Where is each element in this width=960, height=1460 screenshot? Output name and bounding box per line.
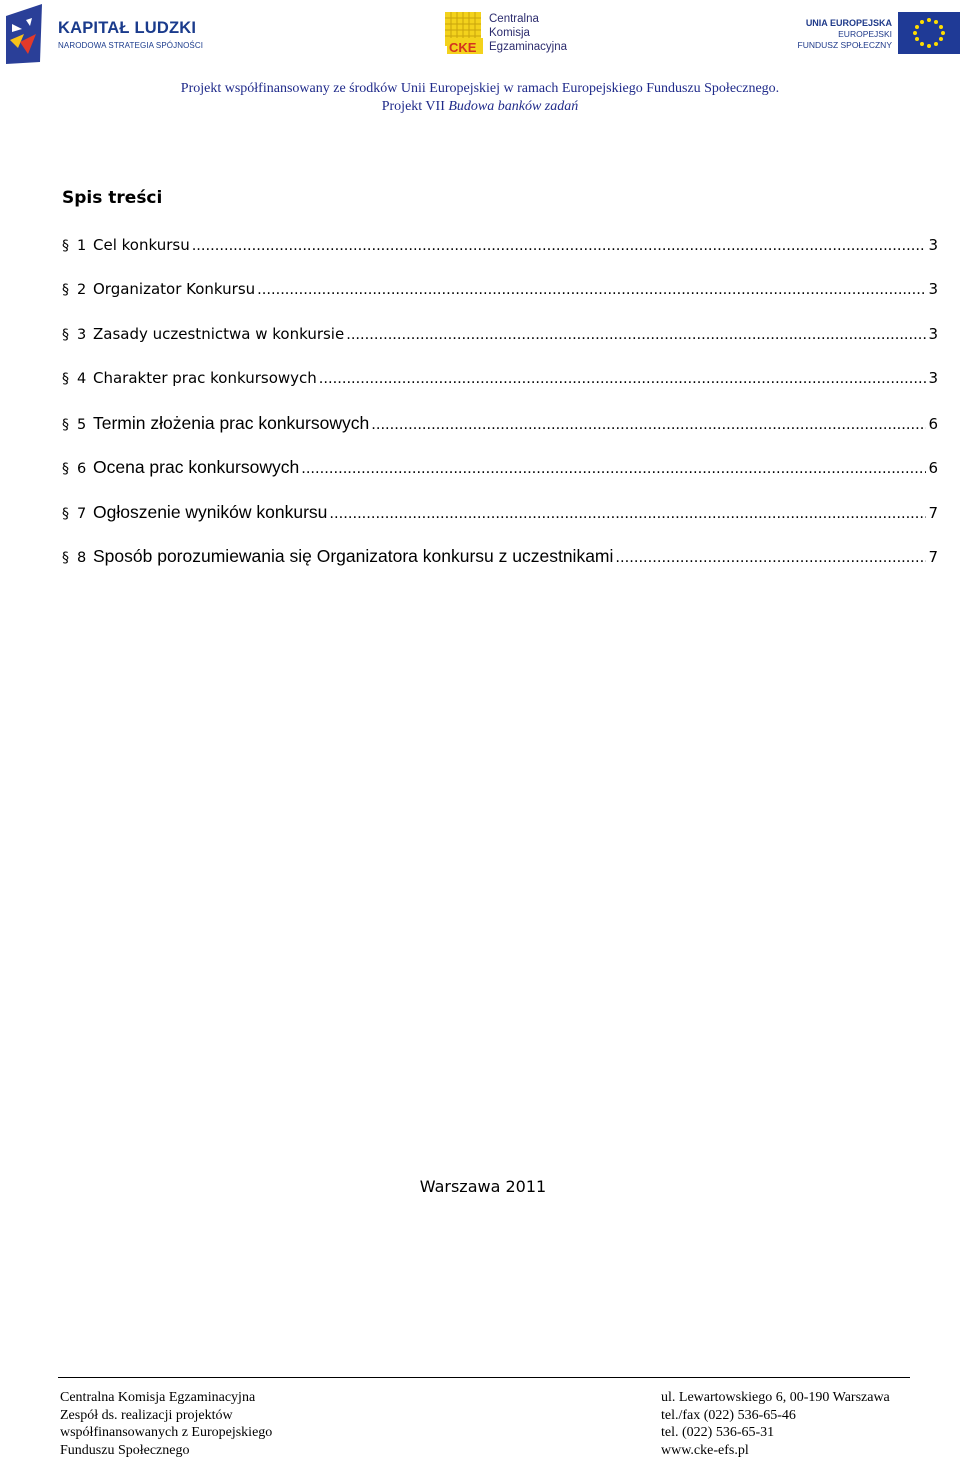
toc-leader-dots bbox=[346, 327, 926, 343]
section-marker-icon: § bbox=[62, 550, 69, 567]
cke-line3: Egzaminacyjna bbox=[489, 41, 567, 53]
toc-item bbox=[62, 236, 938, 280]
eu-line2: EUROPEJSKI bbox=[838, 29, 892, 39]
cke-grid-icon bbox=[443, 12, 487, 58]
cke-logo bbox=[443, 12, 583, 58]
cke-line1: Centralna bbox=[489, 13, 539, 25]
toc-item-number: 6 bbox=[77, 461, 87, 478]
toc-link-1[interactable] bbox=[62, 236, 938, 254]
toc-item-number: 2 bbox=[77, 282, 87, 299]
kapital-ludzki-emblem-icon bbox=[6, 4, 52, 66]
section-marker-icon: § bbox=[62, 282, 69, 299]
toc-item-page: 3 bbox=[928, 280, 938, 299]
toc-leader-dots bbox=[192, 238, 927, 254]
project-cofinance-line: Projekt współfinansowany ze środków Unii Europejskiej w ramach Europejskiego Funduszu Społecznego. bbox=[180, 81, 780, 96]
toc-item-page: 6 bbox=[928, 415, 938, 434]
toc-item bbox=[62, 502, 938, 546]
section-marker-icon: § bbox=[62, 505, 69, 522]
toc-leader-dots bbox=[615, 550, 926, 566]
section-marker-icon: § bbox=[62, 326, 69, 343]
kapital-ludzki-logo bbox=[6, 4, 204, 64]
toc-item-number: 3 bbox=[77, 326, 87, 343]
toc-list bbox=[62, 236, 938, 590]
toc-item bbox=[62, 413, 938, 457]
kapital-ludzki-title: KAPITAŁ LUDZKI bbox=[58, 19, 197, 37]
toc-item-page: 3 bbox=[928, 368, 938, 387]
toc-item-number: 5 bbox=[77, 417, 87, 434]
cke-mark-text: CKE bbox=[449, 40, 477, 55]
section-marker-icon: § bbox=[62, 238, 69, 254]
footer-left-line: współfinansowanych z Europejskiego bbox=[60, 1425, 273, 1440]
toc-link-3[interactable] bbox=[62, 325, 938, 343]
toc-title: Spis treści bbox=[62, 188, 163, 208]
section-marker-icon: § bbox=[62, 370, 69, 387]
toc-item-title: Ogłoszenie wyników konkursu bbox=[93, 501, 328, 522]
toc-item-page: 7 bbox=[928, 548, 938, 567]
toc-item bbox=[62, 325, 938, 369]
toc-item-number: 1 bbox=[77, 238, 87, 254]
toc-leader-dots bbox=[301, 461, 926, 477]
footer-left-line: Centralna Komisja Egzaminacyjna bbox=[60, 1390, 256, 1405]
eu-logo bbox=[797, 12, 960, 58]
cke-line2: Komisja bbox=[489, 27, 530, 39]
footer-org-info bbox=[60, 1389, 272, 1459]
toc-item-page: 6 bbox=[928, 459, 938, 478]
eu-line1: UNIA EUROPEJSKA bbox=[805, 18, 892, 28]
toc-item-number: 7 bbox=[77, 505, 87, 522]
eu-flag-icon bbox=[898, 12, 960, 54]
eu-text bbox=[798, 18, 892, 51]
footer-contact-info bbox=[661, 1389, 890, 1459]
toc-item bbox=[62, 457, 938, 501]
toc-item-title: Ocena prac konkursowych bbox=[93, 457, 300, 478]
section-marker-icon: § bbox=[62, 417, 69, 434]
toc-link-2[interactable] bbox=[62, 280, 938, 298]
toc-leader-dots bbox=[329, 506, 926, 522]
toc-link-6[interactable] bbox=[62, 457, 938, 478]
toc-link-4[interactable] bbox=[62, 369, 938, 387]
toc-item bbox=[62, 546, 938, 590]
toc-item bbox=[62, 280, 938, 324]
toc-item-title: Termin złożenia prac konkursowych bbox=[93, 413, 370, 434]
toc-link-5[interactable] bbox=[62, 413, 938, 434]
section-marker-icon: § bbox=[62, 461, 69, 478]
project-name-prefix: Projekt VII bbox=[381, 99, 449, 114]
toc-item-page: 3 bbox=[928, 324, 938, 343]
toc-item-page: 3 bbox=[928, 236, 938, 254]
eu-line3: FUNDUSZ SPOŁECZNY bbox=[797, 40, 892, 50]
footer-fax: tel./fax (022) 536-65-46 bbox=[661, 1407, 796, 1423]
footer-left-line: Zespół ds. realizacji projektów bbox=[60, 1407, 233, 1423]
toc-item bbox=[62, 369, 938, 413]
toc-item-title: Charakter prac konkursowych bbox=[93, 368, 317, 387]
toc-item-page: 7 bbox=[928, 503, 938, 522]
footer-divider bbox=[58, 1377, 910, 1378]
toc-leader-dots bbox=[319, 371, 927, 387]
project-name-italic: Budowa banków zadań bbox=[448, 99, 579, 114]
toc-item-title: Cel konkursu bbox=[93, 236, 190, 254]
kapital-ludzki-subtitle: NARODOWA STRATEGIA SPÓJNOŚCI bbox=[58, 41, 204, 50]
city-year: Warszawa 2011 bbox=[419, 1177, 547, 1196]
toc-item-number: 4 bbox=[77, 370, 87, 387]
toc-item-title: Zasady uczestnictwa w konkursie bbox=[93, 324, 345, 343]
toc-item-number: 8 bbox=[77, 550, 87, 567]
footer-left-line: Funduszu Społecznego bbox=[60, 1442, 190, 1458]
toc-leader-dots bbox=[371, 417, 926, 433]
toc-item-title: Sposób porozumiewania się Organizatora konkursu z uczestnikami bbox=[93, 546, 614, 567]
toc-link-8[interactable] bbox=[62, 546, 938, 567]
toc-item-title: Organizator Konkursu bbox=[93, 280, 256, 299]
toc-link-7[interactable] bbox=[62, 502, 938, 523]
project-name-line bbox=[0, 99, 960, 115]
cke-name bbox=[489, 12, 567, 54]
footer-phone: tel. (022) 536-65-31 bbox=[661, 1425, 775, 1440]
toc-leader-dots bbox=[257, 282, 926, 298]
footer-address: ul. Lewartowskiego 6, 00-190 Warszawa bbox=[661, 1390, 890, 1405]
footer-website-link[interactable]: www.cke-efs.pl bbox=[661, 1442, 749, 1458]
